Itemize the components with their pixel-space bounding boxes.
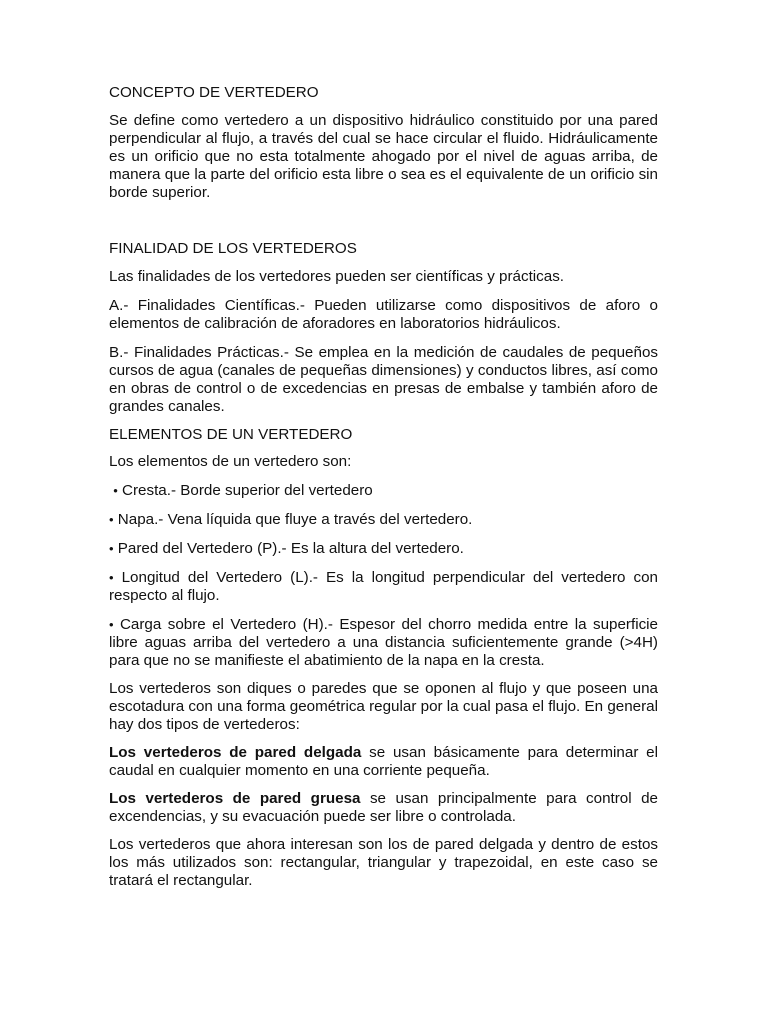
list-item-cresta: • Cresta.- Borde superior del vertedero (113, 482, 373, 499)
paragraph-pared-delgada: Los vertederos de pared delgada se usan básicamente para determinar el caudal en cualquier momento en una corriente pequeña. (109, 744, 658, 779)
list-item-pared: • Pared del Vertedero (P).- Es la altura del vertedero. (109, 540, 464, 557)
heading-finalidad: FINALIDAD DE LOS VERTEDEROS (109, 240, 357, 257)
bullet-icon: • (113, 483, 118, 498)
heading-concepto: CONCEPTO DE VERTEDERO (109, 84, 319, 101)
list-item-longitud: • Longitud del Vertedero (L).- Es la longitud perpendicular del vertedero con respecto al flujo. (109, 569, 658, 604)
bullet-icon: • (109, 570, 114, 585)
bullet-icon: • (109, 617, 114, 632)
paragraph-elementos-intro: Los elementos de un vertedero son: (109, 453, 352, 470)
paragraph-finalidades-practicas: B.- Finalidades Prácticas.- Se emplea en la medición de caudales de pequeños cursos de agua (canales de pequeñas dimensiones) y conductos libres, así como en obras de control o de excedencias en presas de embalse y también aforo de grandes canales. (109, 344, 658, 415)
list-item-carga: • Carga sobre el Vertedero (H).- Espesor del chorro medida entre la superficie libre aguas arriba del vertedero a una distancia suficientemente grande (>4H) para que no se manifieste el abatimiento de la napa en la cresta. (109, 616, 658, 669)
paragraph-finalidad-intro: Las finalidades de los vertedores pueden ser científicas y prácticas. (109, 268, 565, 285)
paragraph-conclusion: Los vertederos que ahora interesan son los de pared delgada y dentro de estos los más utilizados son: rectangular, triangular y trapezoidal, en este caso se tratará el rectangular. (109, 836, 658, 889)
bullet-icon: • (109, 512, 114, 527)
term-pared-gruesa: Los vertederos de pared gruesa (109, 790, 361, 807)
term-pared-delgada: Los vertederos de pared delgada (109, 744, 362, 761)
heading-elementos: ELEMENTOS DE UN VERTEDERO (109, 426, 353, 443)
paragraph-finalidades-cientificas: A.- Finalidades Científicas.- Pueden utilizarse como dispositivos de aforo o elementos de calibración de aforadores en laboratorios hidráulicos. (109, 297, 658, 332)
paragraph-pared-gruesa: Los vertederos de pared gruesa se usan principalmente para control de excendencias, y su evacuación puede ser libre o controlada. (109, 790, 658, 825)
list-item-napa: • Napa.- Vena líquida que fluye a través del vertedero. (109, 511, 473, 528)
bullet-icon: • (109, 541, 114, 556)
paragraph-tipos-intro: Los vertederos son diques o paredes que se oponen al flujo y que poseen una escotadura con una forma geométrica regular por la cual pasa el flujo. En general hay dos tipos de vertederos: (109, 680, 658, 733)
paragraph-concepto: Se define como vertedero a un dispositivo hidráulico constituido por una pared perpendicular al flujo, a través del cual se hace circular el fluido. Hidráulicamente es un orificio que no esta totalmente ahogado por el nivel de aguas arriba, de manera que la parte del orificio esta libre o sea es el equivalente de un orificio sin borde superior. (109, 112, 658, 201)
